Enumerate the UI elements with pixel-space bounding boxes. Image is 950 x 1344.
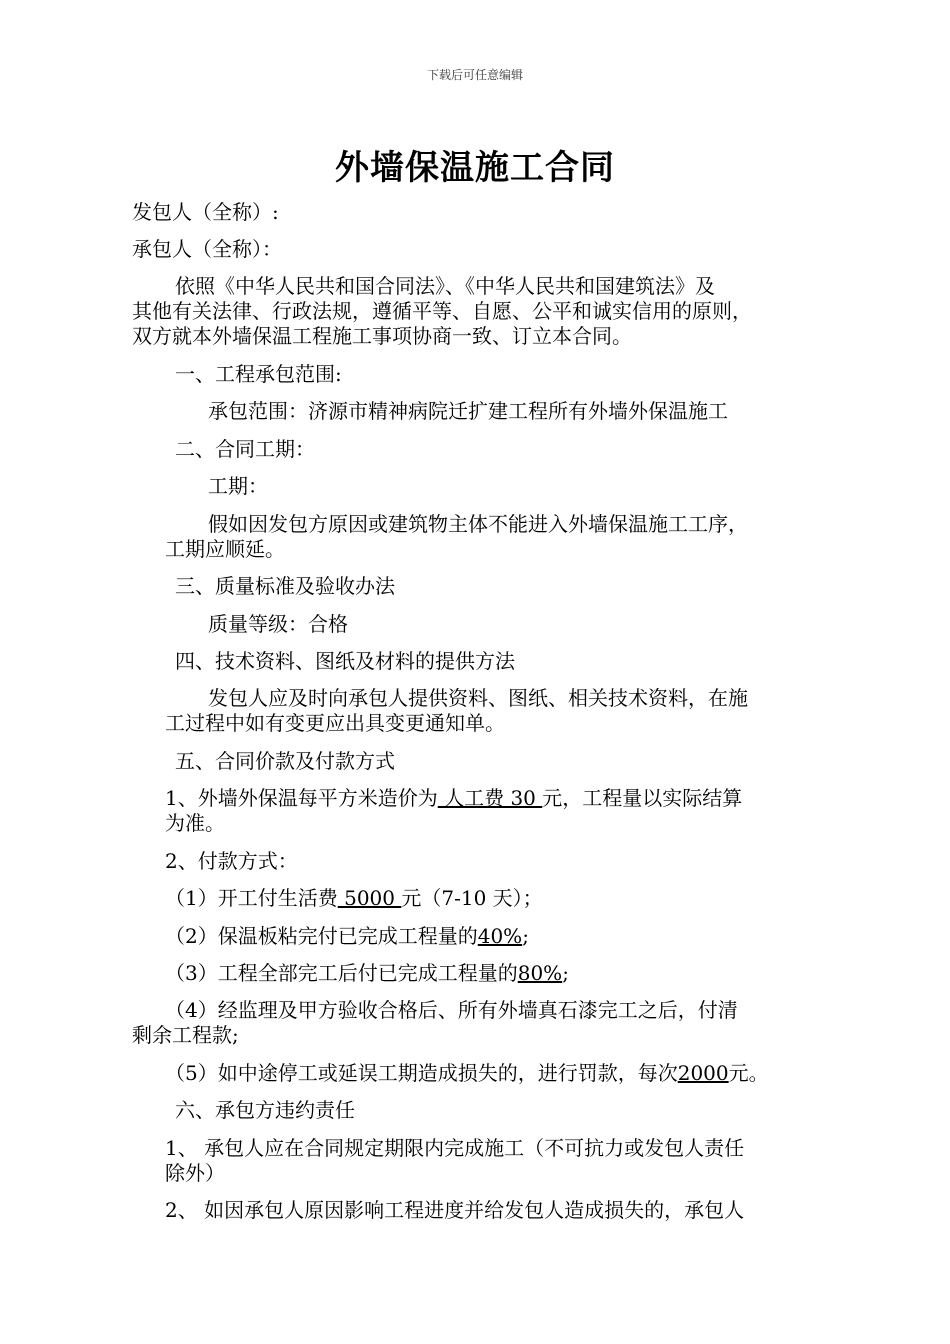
payment-item-3-label: （3）工程全部完工后付已完成工程量的 [165,961,518,985]
payment-item-3-value: 80% [517,961,563,985]
payment-item-1-suffix: 元（7-10 天）； [401,886,543,910]
payment-heading: 2、付款方式： [165,849,298,873]
quality-grade-line: 质量等级：合格 [208,612,348,636]
party-b-line: 承包人（全称）： [132,237,282,261]
payment-item-4-line-2: 剩余工程款; [132,1023,239,1047]
payment-item-3 [165,961,569,986]
materials-line-2: 工过程中如有变更应出具变更通知单。 [165,711,505,735]
price-value: 人工费 30 [437,786,543,810]
delay-line-2: 工期应顺延。 [165,537,285,561]
section-1-heading: 一、工程承包范围: [175,362,342,386]
payment-item-1-label: （1）开工付生活费 [165,886,338,910]
materials-line-1: 发包人应及时向承包人提供资料、图纸、相关技术资料，在施 [208,686,748,710]
payment-item-3-suffix: ; [562,961,569,985]
price-label: 1、外墙外保温每平方米造价为 [165,786,438,810]
party-a-line: 发包人（全称）: [132,200,279,224]
payment-item-5-suffix: 元。 [728,1061,769,1085]
delay-line-1: 假如因发包方原因或建筑物主体不能进入外墙保温施工工序， [208,512,748,536]
price-line-1 [165,786,742,811]
payment-item-5 [165,1061,769,1086]
section-2-heading: 二、合同工期： [175,437,315,461]
payment-item-2-label: （2）保温板粘完付已完成工程量的 [165,924,478,948]
payment-item-2 [165,924,529,949]
section-4-heading: 四、技术资料、图纸及材料的提供方法 [175,649,515,673]
scope-line: 承包范围：济源市精神病院迁扩建工程所有外墙外保温施工 [208,399,728,423]
price-line-2: 为准。 [165,811,225,835]
intro-line-2: 其他有关法律、行政法规，遵循平等、自愿、公平和诚实信用的原则， [132,299,752,323]
intro-line-3: 双方就本外墙保温工程施工事项协商一致、订立本合同。 [132,324,632,348]
payment-item-5-label: （5）如中途停工或延误工期造成损失的，进行罚款，每次 [165,1061,678,1085]
payment-item-2-suffix: ; [522,924,529,948]
payment-item-5-value: 2000 [677,1061,729,1085]
payment-item-2-value: 40% [477,924,523,948]
price-suffix: 元，工程量以实际结算 [542,786,743,810]
clause-1-line-2: 除外） [165,1161,225,1185]
document-title: 外墙保温施工合同 [335,148,615,188]
section-5-heading: 五、合同价款及付款方式 [175,749,395,773]
period-line: 工期： [208,474,268,498]
payment-item-4-line-1: （4）经监理及甲方验收合格后、所有外墙真石漆完工之后，付清 [165,998,738,1022]
section-6-heading: 六、承包方违约责任 [175,1098,355,1122]
section-3-heading: 三、质量标准及验收办法 [175,574,395,598]
payment-item-1-value: 5000 [337,886,402,910]
payment-item-1 [165,886,543,911]
clause-2-line-1: 2、 如因承包人原因影响工程进度并给发包人造成损失的，承包人 [165,1198,745,1222]
intro-line-1: 依照《中华人民共和国合同法》、《中华人民共和国建筑法》及 [175,274,715,298]
page-header: 下载后可任意编辑 [426,68,523,82]
clause-1-line-1: 1、 承包人应在合同规定期限内完成施工（不可抗力或发包人责任 [165,1136,745,1160]
